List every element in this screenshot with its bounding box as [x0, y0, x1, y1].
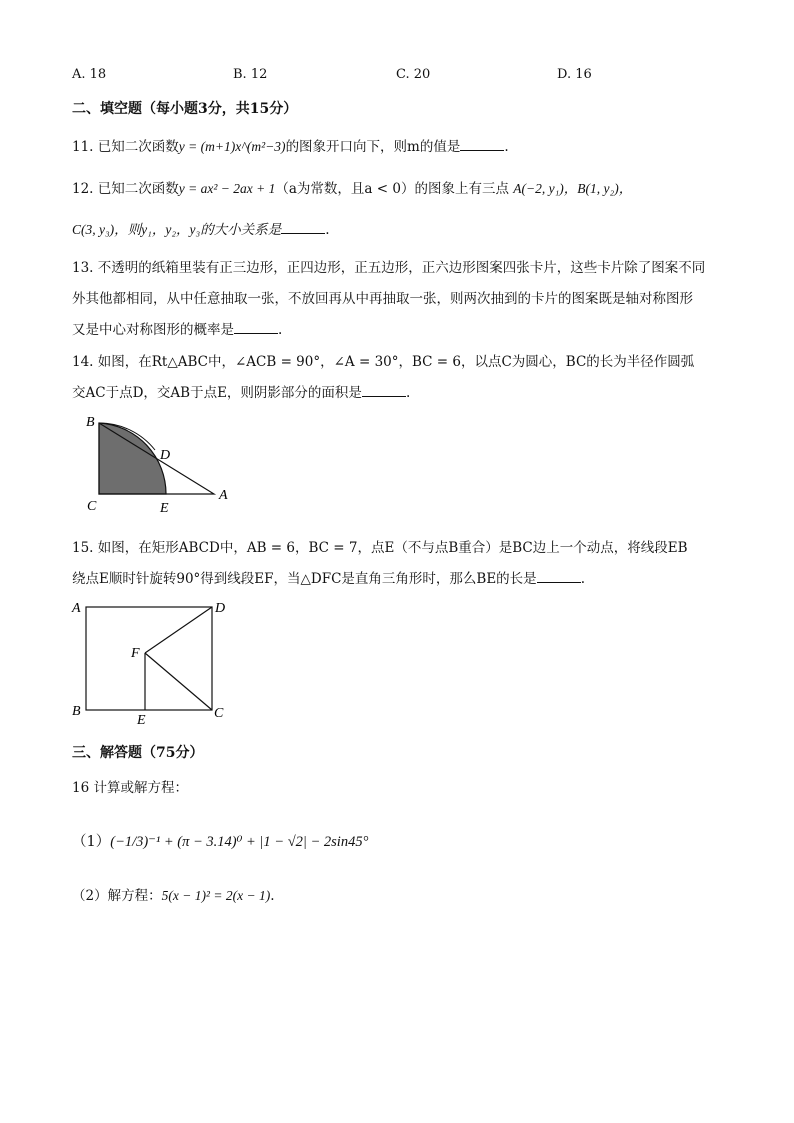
q16-intro: 16 计算或解方程：	[72, 780, 188, 796]
q15-line2: 绕点E顺时针旋转90°得到线段EF，当△DFC是直角三角形时，那么BE的长是	[72, 571, 537, 587]
q15-end: .	[580, 571, 585, 587]
q13-end: .	[278, 322, 283, 338]
q16-part2-expr: 5(x − 1)² = 2(x − 1)	[161, 888, 271, 903]
q15-figure	[66, 596, 246, 730]
q12-formula: y = ax² − 2ax + 1	[178, 181, 276, 196]
q12-lead: 12. 已知二次函数	[72, 181, 179, 197]
q11-tail: 的图象开口向下，则m的值是	[285, 139, 461, 155]
q14-line1: 14. 如图，在Rt△ABC中，∠ACB = 90°，∠A = 30°，BC = 6，以点C为圆心，BC的长为半径作圆弧	[72, 354, 695, 370]
q13-line1: 13. 不透明的纸箱里装有正三边形，正四边形，正五边形，正六边形图案四张卡片，这些卡片除了图案不同	[72, 260, 706, 276]
q15-label-d: D	[215, 601, 226, 616]
q14-label-c: C	[87, 499, 97, 514]
q13-line2: 外其他都相同，从中任意抽取一张，不放回再从中再抽取一张，则两次抽到的卡片的图案既是轴对称图形	[72, 291, 693, 307]
q12-answer-blank	[281, 221, 325, 234]
q15-line1: 15. 如图，在矩形ABCD中，AB = 6，BC = 7，点E（不与点B重合）是BC边上一个动点，将线段EB	[72, 540, 688, 556]
question-12-line1	[72, 177, 632, 197]
q13-answer-blank	[234, 321, 278, 334]
q14-label-b: B	[86, 415, 95, 430]
q15-segment-fc	[145, 653, 212, 710]
q14-label-a: A	[219, 488, 228, 503]
section3-heading: 三、解答题（75分）	[72, 745, 204, 761]
option-d: D. 16	[557, 67, 592, 82]
q15-label-a: A	[72, 601, 81, 616]
q15-label-b: B	[72, 704, 81, 719]
q16-part1-label: （1）	[72, 834, 111, 850]
q14-label-d: D	[160, 448, 171, 463]
q15-label-e: E	[137, 713, 146, 728]
question-12-line2	[72, 218, 330, 238]
q11-answer-blank	[460, 138, 504, 151]
q15-label-c: C	[214, 706, 224, 721]
q16-end: .	[270, 888, 275, 904]
q14-label-e: E	[160, 501, 169, 516]
q15-label-f: F	[131, 646, 140, 661]
question-13-line3	[72, 318, 282, 338]
question-15-line2	[72, 567, 585, 587]
q16-part2-label: （2）解方程：	[72, 888, 162, 904]
q16-part1	[72, 830, 368, 851]
q11-formula: y = (m+1)x^(m²−3)	[178, 139, 286, 154]
q12-end: .	[325, 222, 330, 238]
q12-cond: （a为常数，且a < 0）的图象上有三点	[275, 181, 509, 197]
q14-end: .	[405, 385, 411, 401]
q15-segment-fd	[145, 607, 212, 653]
option-b: B. 12	[233, 67, 268, 82]
q11-lead: 11. 已知二次函数	[72, 139, 179, 155]
question-14-line2	[72, 381, 410, 401]
q12-points1: A(−2, y₁)，B(1, y₂)，	[513, 181, 633, 196]
question-11	[72, 135, 509, 155]
q15-answer-blank	[537, 570, 581, 583]
q13-line3: 又是中心对称图形的概率是	[72, 322, 234, 338]
q14-figure	[80, 410, 250, 520]
q16-part2	[72, 884, 274, 904]
option-c: C. 20	[396, 67, 431, 82]
q14-answer-blank	[362, 384, 406, 397]
option-a: A. 18	[72, 67, 107, 82]
q12-points2: C(3, y₃)，则y₁，y₂，y₃的大小关系是	[72, 222, 282, 237]
q16-part1-expr: (−1/3)⁻¹ + (π − 3.14)⁰ + |1 − √2| − 2sin45°	[110, 834, 369, 850]
section2-heading: 二、填空题（每小题3分，共15分）	[72, 101, 298, 117]
q11-end: .	[504, 139, 509, 155]
q14-line2: 交AC于点D，交AB于点E，则阴影部分的面积是	[72, 385, 362, 401]
